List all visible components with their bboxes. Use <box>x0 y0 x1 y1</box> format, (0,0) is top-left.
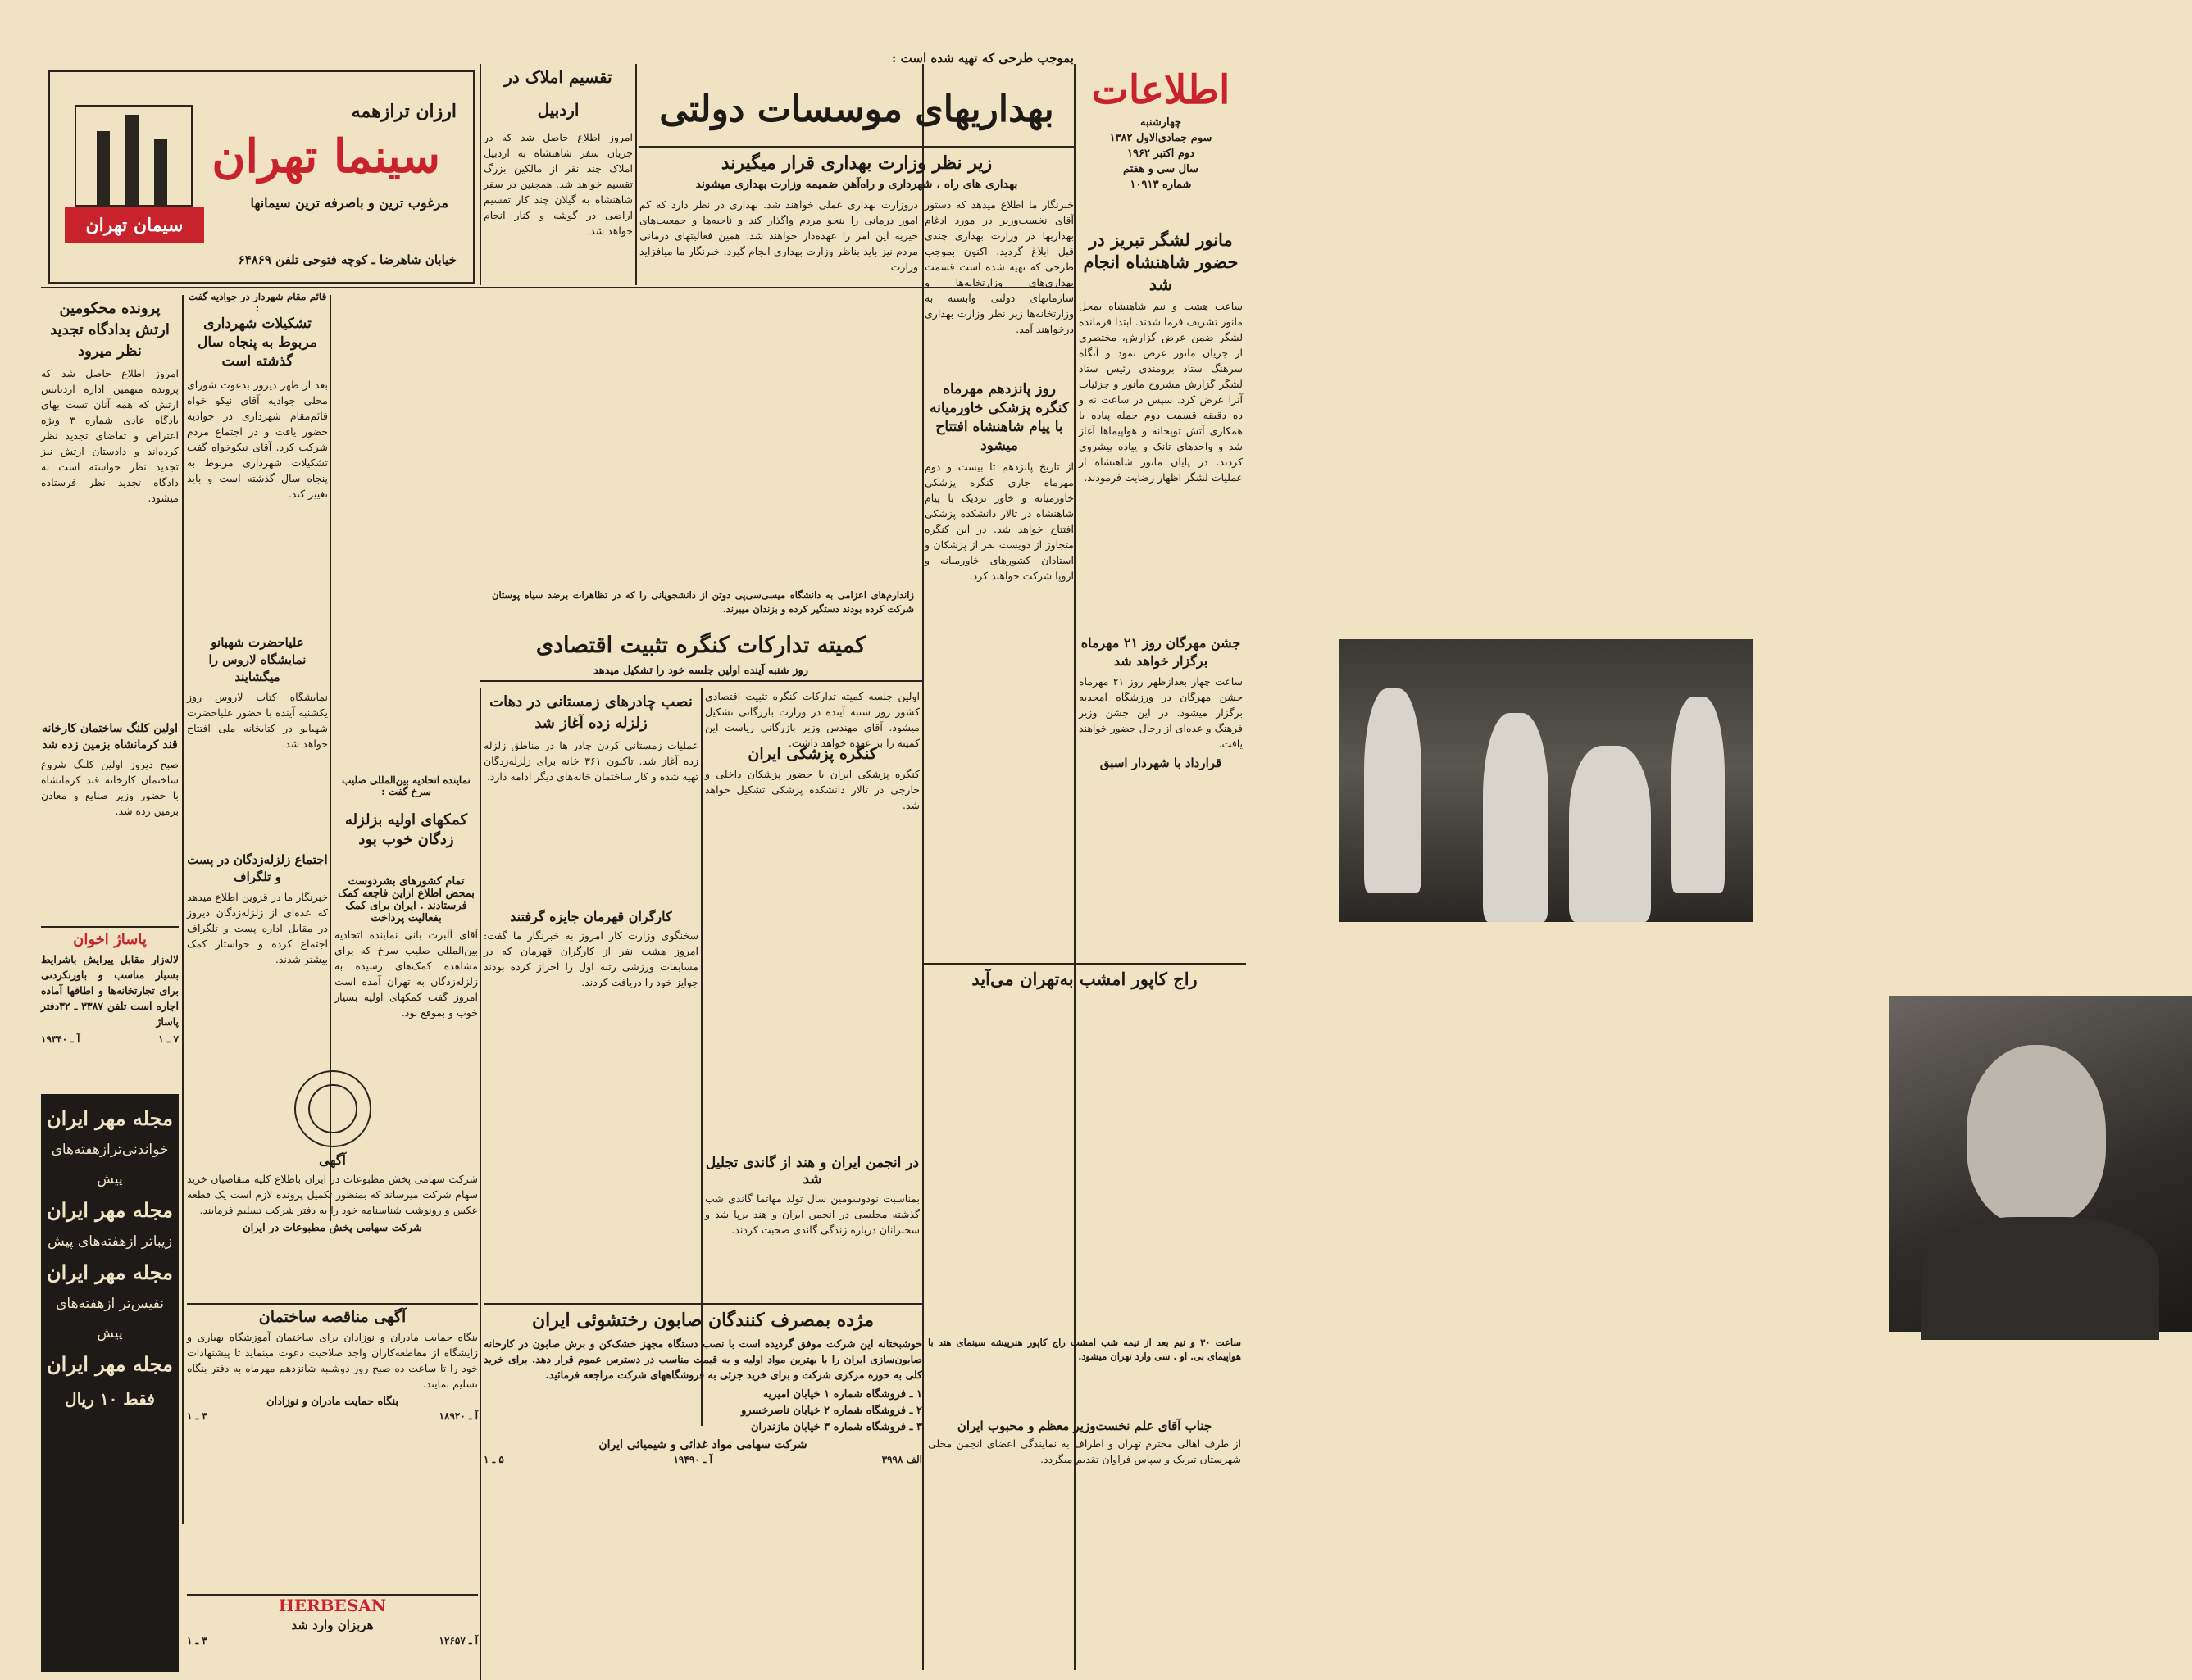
headline: تشکیلات شهرداری مربوط به پنجاه سال گذشته است <box>197 316 318 370</box>
article-body: بمناسبت نودوسومین سال تولد مهاتما گاندی شب گذشته مجلسی در انجمن ایران و هند برپا شد و سخنرانان درباره زندگی گاندی صحبت کردند. <box>705 1192 920 1236</box>
ad-tender <box>187 1303 478 1590</box>
column-rule <box>922 64 924 1670</box>
article-body: امروز اطلاع حاصل شد که پرونده متهمین اداره اردنانس ارتش که همه آنان تست بهای بادگاه عادی شماره ۳ ویژه اعتراض و تقاضای تجدید نظر کرده‌اند و دادستان ارتش نیز تجدید نظر خواسته است به دادگاه تجدید نظر فرستاده میشود. <box>41 367 180 504</box>
ad-herbesan <box>187 1594 478 1672</box>
article-quake-tents <box>484 688 698 901</box>
photo-caption: زاندارم‌های اعزامی به دانشگاه میسی‌سی‌پی دوتن از دانشجویانی را که در تظاهرات برضد سیاه پوستان شرکت کرده بودند دستگیر کرده و بزندان میبرند. <box>492 589 914 615</box>
ad-subtitle: مرغوب ترین و باصرفه ترین سیمانها <box>250 195 448 211</box>
redcross-kicker: نماینده اتحادیه بین‌المللی صلیب سرخ گفت : <box>342 774 471 797</box>
ad-body: خوشبختانه این شرکت موفق گردیده است با نصب دستگاه مجهز خشک‌کن و برش صابون در کارخانه صابون‌سازی ایران را با بهترین مواد اولیه و به قیمت مناسب در دسترس عموم قرار دهد. برای خرید کلی به حوزه مرکزی شرکت و برای خرید جزئی به فروشگاههای شرکت مراجعه فرمائید. <box>484 1337 922 1381</box>
column-rule <box>182 295 184 1524</box>
article-body: سخنگوی وزارت کار امروز به خبرنگار ما گفت: امروز هشت نفر از کارگران قهرمان که در مسابقات ورزشی رتبه اول را احراز کرده بودند جوایز خود را دریافت کردند. <box>484 929 698 988</box>
masthead <box>1079 66 1243 221</box>
ad-code: ۵ ـ ۱ <box>484 1454 504 1465</box>
subheadline: قرارداد با شهردار اسبق <box>1099 756 1222 770</box>
ad-code: آ ـ ۱۸۹۲۰ <box>439 1410 478 1422</box>
ad-code: آ ـ ۱۹۴۹۰ <box>673 1454 712 1465</box>
lead-deck-box <box>639 175 1074 197</box>
article-body: نمایشگاه کتاب لاروس روز یکشنبه آینده با حضور علیاحضرت شهبانو در کتابخانه ملی افتتاح خواهد شد. <box>187 691 328 750</box>
article-medical-congress <box>925 377 1074 623</box>
article-body: امروز اطلاع حاصل شد که در جریان سفر شاهنشاه به اردبیل املاک چند نفر از مالکین بزرگ تقسیم خواهد شد. همچنین در سفر شاهنشاه به گیلان چند کار تقسیم اراضی در گوشه و کنار انجام خواهد شد. <box>484 131 633 237</box>
article-iran-medical <box>705 742 920 1061</box>
headline: آگهی <box>319 1152 346 1168</box>
ad-line: مجله مهر ایران <box>47 1198 173 1222</box>
headline: جناب آقای علم نخست‌وزیر معظم و محبوب ایران <box>957 1419 1212 1433</box>
headline: پاساژ اخوان <box>73 931 147 948</box>
ad-body: بنگاه حمایت مادران و نوزادان برای ساختمان آموزشگاه بهیاری و زایشگاه از مقاطعه‌کاران واجد صلاحیت دعوت مینماید تا پیشنهادات خود را تا ساعت ده صبح روز دوشنبه شانزدهم مهرماه به دفتر بنگاه تسلیم نمایند. <box>187 1331 478 1390</box>
masthead-issue: شماره ۱۰۹۱۳ <box>1130 179 1192 191</box>
headline: کارگران قهرمان جایزه گرفتند <box>510 909 672 924</box>
lead-headline: بهداریهای موسسات دولتی <box>659 89 1054 130</box>
shahrdari-kicker: قائم مقام شهردار در جوادیه گفت : <box>188 291 327 314</box>
deck: تمام کشورهای بشردوست بمحض اطلاع ازاین فاجعه کمک فرستادند . ایران برای کمک بفعالیت پرداخت <box>338 875 475 924</box>
ad-code: الف ۳۹۹۸ <box>881 1454 922 1465</box>
ad-line: مجله مهر ایران <box>47 1106 173 1130</box>
figure <box>1671 697 1725 893</box>
headline: نصب چادرهای زمستانی در دهات زلزله زده آغاز شد <box>489 693 693 732</box>
lead-deck: بهداری های راه ، شهرداری و راه‌آهن ضمیمه وزارت بهداری میشوند <box>695 178 1018 191</box>
figure <box>1364 688 1421 893</box>
ad-cinema-tehran <box>48 70 475 284</box>
headline: مانور لشگر تبریز در حضور شاهنشاه انجام شد <box>1083 229 1239 294</box>
portrait-face <box>1967 1045 2106 1225</box>
headline: اولین کلنگ ساختمان کارخانه قند کرمانشاه بزمین زده شد <box>41 722 178 751</box>
article-body: صبح دیروز اولین کلنگ شروع ساختمان کارخانه قند کرمانشاه با حضور وزیر صنایع و معادن بزمین زده شد. <box>41 758 179 817</box>
article-body: آقای آلبرت بانی نماینده اتحادیه بین‌المللی صلیب سرخ که برای مشاهده کمک‌های رسیده به زلزله‌زدگان به تهران آمده است امروز گفت کمکهای اولیه بسیار خوب و بموقع بود. <box>334 929 478 1019</box>
article-larousse <box>187 631 328 844</box>
article-quake-meeting <box>187 848 328 1061</box>
globe-icon <box>294 1070 371 1147</box>
kapoor-headline-box <box>925 965 1244 998</box>
figure <box>1569 746 1651 922</box>
article-econ-congress-head <box>484 627 918 684</box>
ad-address: خیابان شاهرضا ـ کوچه فتوحی تلفن ۶۴۸۶۹ <box>238 252 457 267</box>
article-body: ساعت هشت و نیم شاهنشاه بمحل مانور تشریف فرما شدند. ابتدا فرمانده لشگر ضمن عرض گزارش، مختصری از جریان مانور عرض نمود و آنگاه سرهنگ ستاد برومندی رئیس ستاد لشگر گزارش مشروح مانور و جزئیات آنرا عرض کرد. سپس در ساعت نه و ده دقیقه قسمت دوم حمله پیاده با همکاری آتش توپخانه و هواپیماها آغاز شد و واحدهای تانک و پیاده پیشروی کردند. در پایان مانور شاهنشاه از عملیات لشگر اظهار رضایت فرمودند. <box>1079 300 1243 484</box>
article-econ-congress-body: اولین جلسه کمیته تدارکات کنگره تثبیت اقتصادی کشور روز شنبه آینده در وزارت بازرگانی تشکیل میشود. آقای مهندس وزیر بازرگانی ریاست این کمیته را بر عهده خواهد داشت. <box>705 690 920 749</box>
article-kermanshah <box>41 717 179 922</box>
ad-code: آ ـ ۱۲۶۵۷ <box>439 1635 478 1646</box>
article-body: از تاریخ پانزدهم تا بیست و دوم مهرماه جاری کنگره پزشکی خاورمیانه و خاور نزدیک با پیام شاهنشاه در تالار دانشکده پزشکی افتتاح خواهد شد. در این کنگره متجاوز از دویست نفر از پزشکان و استادان کشورهای خاورمیانه و اروپا شرکت خواهند کرد. <box>925 461 1074 582</box>
masthead-logo: اطلاعات <box>1091 67 1230 113</box>
masthead-date-hijri: سوم جمادی‌الاول ۱۳۸۲ <box>1109 132 1212 144</box>
headline: تقسیم املاک در اردبیل <box>504 67 612 120</box>
section-rule <box>41 287 1074 288</box>
headline: اجتماع زلزله‌زدگان در پست و تلگراف <box>187 852 328 884</box>
headline: کنگره پزشکی ایران <box>748 745 877 763</box>
ad-code: ۳ ـ ۱ <box>187 1635 207 1646</box>
article-body: خبرنگار ما در قزوین اطلاع میدهد که عده‌ای از زلزله‌زدگان دیروز در مقابل اداره پست و تلگراف اجتماع کرده و خواستار کمک بیشتر شدند. <box>187 891 328 965</box>
figure <box>1483 713 1548 922</box>
ad-distribution-notice <box>187 1065 478 1303</box>
headline: در انجمن ایران و هند از گاندی تجلیل شد <box>705 1155 920 1187</box>
ad-body: لاله‌زار مقابل پیرایش باشرایط بسیار مناسب و باورنکردنی برای تجارتخانه‌ها و اطاقها آماده اجاره است تلفن ۳۳۸۷ ـ ۳۲دفتر پاساژ <box>41 953 179 1028</box>
column-rule <box>635 64 637 285</box>
ad-badge: سیمان تهران <box>65 207 204 243</box>
ad-code: آ ـ ۱۹۳۴۰ <box>41 1033 80 1045</box>
ad-line: مجله مهر ایران <box>47 1260 173 1284</box>
column-rule <box>480 688 481 1680</box>
headline: مژده بمصرف کنندگان صابون رختشوئی ایران <box>531 1310 875 1331</box>
masthead-date-gregorian: دوم اکتبر ۱۹۶۲ <box>1127 148 1194 160</box>
ad-line: هربزان وارد شد <box>291 1618 374 1632</box>
article-body: ساعت چهار بعدازظهر روز ۲۱ مهرماه جشن مهرگان در ورزشگاه امجدیه برگزار میشود. در این جشن وزیر فرهنگ و عده‌ای از رجال حضور خواهند یافت. <box>1079 675 1243 750</box>
article-body: عملیات زمستانی کردن چادر ها در مناطق زلزله زده آغاز شد. تاکنون ۳۶۱ خانه برای زلزله‌زدگان تهیه شده و کار ساختمان خانه‌های دیگر ادامه دارد. <box>484 739 698 783</box>
ad-line: مجله مهر ایران <box>47 1352 173 1376</box>
headline: پرونده محکومین ارتش بدادگاه تجدید نظر میرود <box>50 300 170 360</box>
ad-code: ۷ ـ ۱ <box>158 1033 179 1045</box>
headline: کمکهای اولیه بزلزله زدگان خوب بود <box>344 811 468 848</box>
headline: علیاحضرت شهبانو نمایشگاه لاروس را میگشایند <box>208 635 307 684</box>
article-body: از طرف اهالی محترم تهران و اطراف به نمایندگی اعضای انجمن محلی شهرستان تبریک و سپاس فراوان تقدیم میگردد. <box>928 1437 1241 1465</box>
ad-price: فقط ۱۰ ریال <box>65 1389 155 1409</box>
ad-line: نفیس‌تر ازهفته‌های پیش <box>56 1296 164 1342</box>
article-alam <box>928 1416 1241 1670</box>
factory-icon <box>75 105 193 207</box>
headline: روز پانزدهم مهرماه کنگره پزشکی خاورمیانه با پیام شاهنشاه افتتاح میشود <box>929 381 1070 454</box>
lead-body-col2: دروزارت بهداری عملی خواهند شد. بهداری در نظر دارد که کم امور درمانی را بنحو مردم واگذار کند و ناجیه‌ها و جمعیت‌های خیریه این امر را عهده‌دار خواهند شد. همین فعالیتهای درمانی مردم نیز باید بناظر وزارت بهداری انجام گیرد. خبرنگار ما میافزاید وزارت <box>639 198 918 273</box>
ad-brand: HERBESAN <box>278 1596 387 1615</box>
ad-code: ۳ ـ ۱ <box>187 1410 207 1422</box>
headline: کمیته تدارکات کنگره تثبیت اقتصادی <box>535 633 866 658</box>
lead-subhead-box <box>639 149 1074 177</box>
article-shahrdari: بعد از ظهر دیروز بدعوت شورای محلی جوادیه آقای نیکو خواه قائم‌مقام شهرداری در جوادیه حضور یافت و در اجتماع مردم شرکت کرد. آقای نیکوخواه گفت تشکیلات شهرداری مربوط به پنجاه سال گذشته است و باید تغییر کند. <box>187 379 328 500</box>
kapoor-photo <box>1889 996 2192 1332</box>
article-body: کنگره پزشکی ایران با حضور پزشکان داخلی و خارجی در تالار دانشکده پزشکی تشکیل خواهد شد. <box>705 768 920 811</box>
ad-shop: ۱ ـ فروشگاه شماره ۱ خیابان امیریه <box>762 1388 922 1401</box>
headline: جشن مهرگان روز ۲۱ مهرماه برگزار خواهد شد <box>1080 635 1241 669</box>
subheadline: روز شنبه آینده اولین جلسه خود را تشکیل میدهد <box>593 665 809 677</box>
lead-headline-box <box>639 74 1074 148</box>
ad-body: شرکت سهامی پخش مطبوعات در ایران باطلاع کلیه متقاضیان خرید سهام شرکت میرساند که بمنظور تکمیل پرونده لازم است یک قطعه عکس و رونوشت شناسنامه خود را به دفتر شرکت تسلیم فرمایند. <box>187 1173 478 1216</box>
redcross-head <box>334 807 478 873</box>
ad-line: زیباتر ازهفته‌های پیش <box>48 1233 172 1250</box>
column-rule <box>480 64 481 285</box>
article-maneuver <box>1079 225 1243 619</box>
portrait-suit <box>1921 1217 2159 1340</box>
lead-subhead: زیر نظر وزارت بهداری قرار میگیرند <box>721 152 993 174</box>
ad-shop: ۳ ـ فروشگاه شماره ۳ خیابان مازندران <box>750 1421 922 1433</box>
masthead-day: چهارشنبه <box>1140 116 1181 129</box>
article-workers <box>484 906 698 1176</box>
article-mehregan <box>1079 631 1243 959</box>
shahrdari-head <box>187 311 328 377</box>
headline: راج کاپور امشب به‌تهران می‌آید <box>971 969 1198 989</box>
masthead-year: سال سی و هفتم <box>1123 163 1198 175</box>
ad-signature: شرکت سهامی پخش مطبوعات در ایران <box>243 1222 422 1234</box>
article-army-appeal <box>41 295 179 713</box>
ad-line: خواندنی‌ترازهفته‌های پیش <box>51 1142 169 1187</box>
ad-shop: ۲ ـ فروشگاه شماره ۲ خیابان ناصرخسرو <box>741 1405 922 1417</box>
ad-mehr-iran <box>41 1094 179 1672</box>
lead-kicker: بموجب طرحی که تهیه شده است : <box>891 51 1074 66</box>
ad-passage <box>41 926 179 1086</box>
ad-signature: شرکت سهامی مواد غذائی و شیمیائی ایران <box>598 1438 807 1451</box>
headline: آگهی مناقصه ساختمان <box>258 1308 407 1326</box>
ad-soap <box>484 1303 922 1672</box>
kapoor-caption: ساعت ۳۰ و نیم بعد از نیمه شب امشب راج کاپور هنرپیشه سینمای هند با هواپیمای بی. او . سی وارد تهران میشود. <box>928 1337 1241 1362</box>
ad-tagline: ارزان ترازهمه <box>351 101 457 122</box>
news-photo <box>1339 639 1753 922</box>
ad-brand-name: سینما تهران <box>211 129 440 184</box>
section-rule <box>922 963 1246 965</box>
article-land-division <box>484 57 633 283</box>
ad-signature: بنگاه حمایت مادران و نوزادان <box>266 1396 399 1408</box>
lead-body-col1: خبرنگار ما اطلاع میدهد که دستور آقای نخست‌وزیر در مورد ادغام بهداریها در وزارت بهداری چندی قبل ابلاغ گردید. اکنون بموجب طرحی که تهیه شده است قسمت بهداری‌های وزارتخانه‌ها و سازمانهای دولتی وابسته به وزارتخانه‌ها زیر نظر وزارت بهداری درخواهند آمد. <box>925 198 1074 335</box>
